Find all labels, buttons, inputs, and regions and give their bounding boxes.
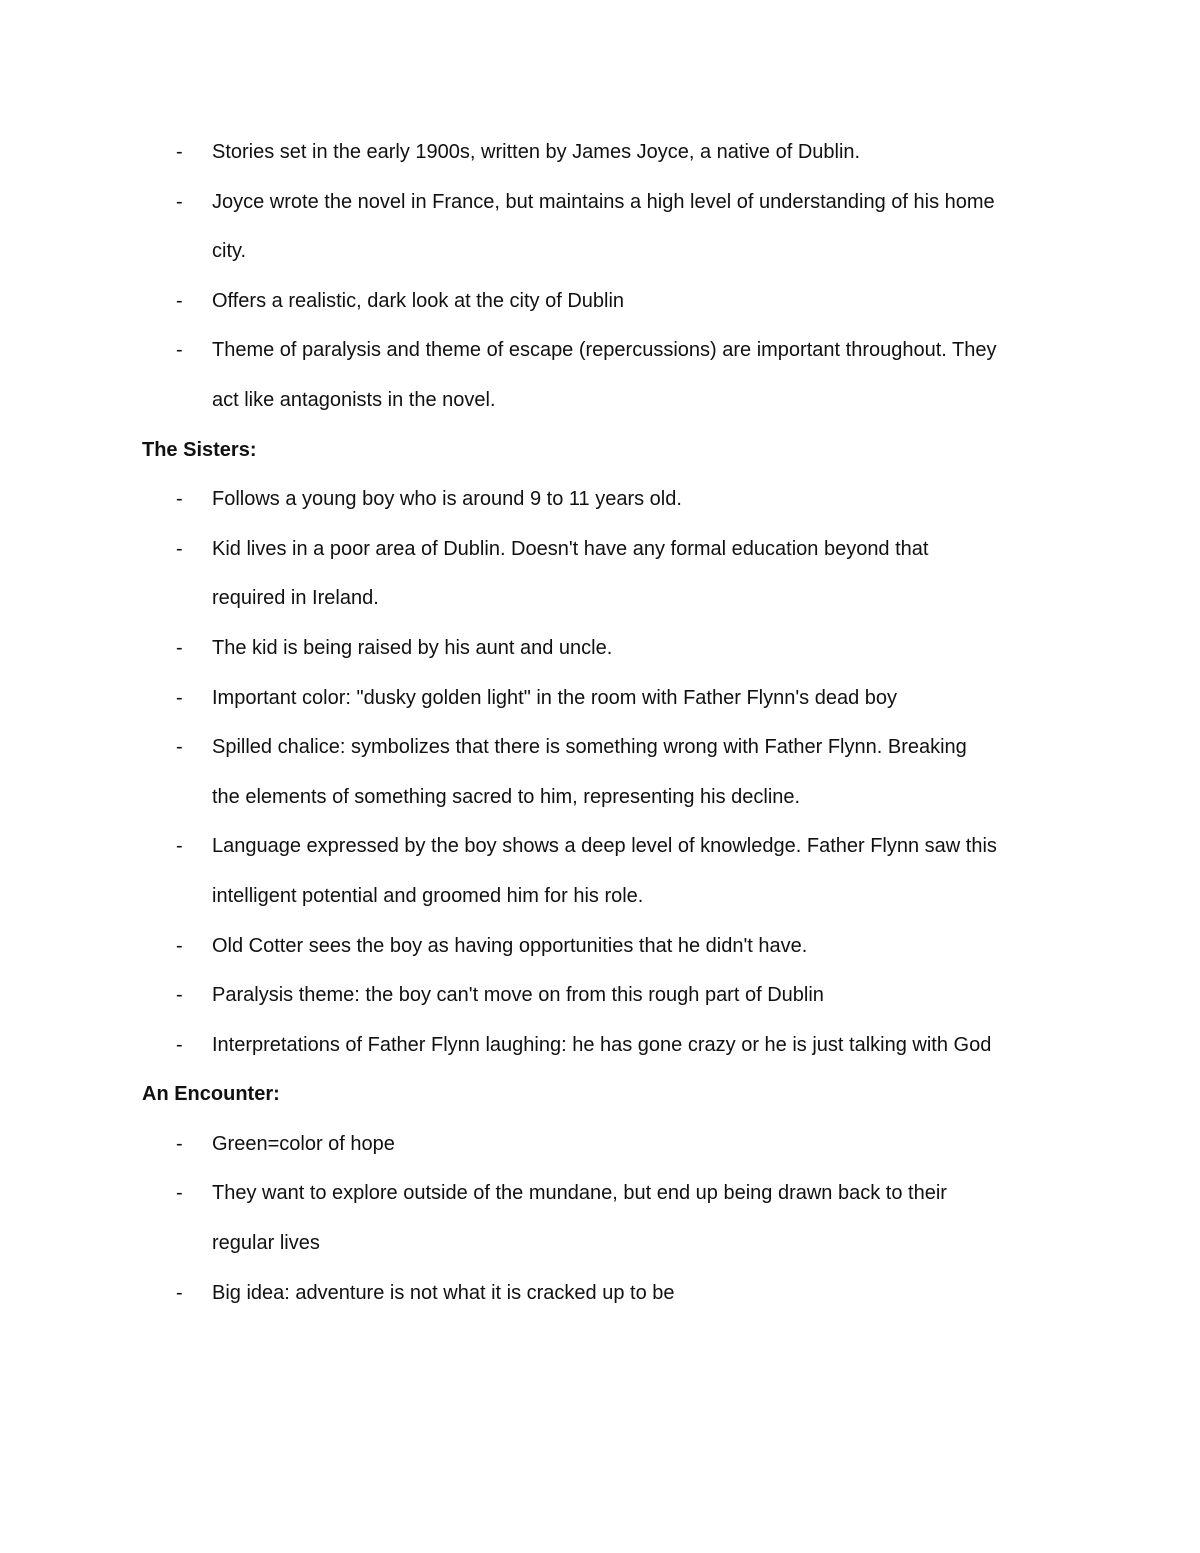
list-item xyxy=(142,1021,1072,1071)
list-item-text-continued: required in Ireland. xyxy=(212,587,379,610)
list-item-text-continued: intelligent potential and groomed him for his role. xyxy=(212,884,644,907)
list-item-text: Kid lives in a poor area of Dublin. Doesn't have any formal education beyond that xyxy=(212,537,929,560)
list-item xyxy=(142,674,1072,724)
bullet-dash: - xyxy=(176,835,183,858)
list-item xyxy=(142,922,1072,972)
list-item xyxy=(142,624,1072,674)
list-item-text: Follows a young boy who is around 9 to 11 years old. xyxy=(212,488,682,511)
bullet-dash: - xyxy=(176,686,183,709)
list-item-text-continued: city. xyxy=(212,240,247,263)
list-item xyxy=(142,723,1072,822)
list-item-text: Offers a realistic, dark look at the city of Dublin xyxy=(212,289,625,312)
bullet-dash: - xyxy=(176,488,183,511)
bullet-dash: - xyxy=(176,339,183,362)
bullet-dash: - xyxy=(176,636,183,659)
list-item xyxy=(142,1269,1072,1319)
section-heading-the-sisters: The Sisters: xyxy=(142,438,257,461)
list-item-text: Stories set in the early 1900s, written by James Joyce, a native of Dublin. xyxy=(212,141,861,163)
bullet-dash: - xyxy=(176,736,183,759)
list-item xyxy=(142,128,1072,178)
list-item xyxy=(142,1169,1072,1268)
intro-list xyxy=(142,128,1072,426)
list-item-text: Interpretations of Father Flynn laughing: he has gone crazy or he is just talking with God xyxy=(212,1033,992,1056)
list-item-text: Theme of paralysis and theme of escape (repercussions) are important throughout. They xyxy=(212,339,997,362)
list-item-text: The kid is being raised by his aunt and uncle. xyxy=(212,636,613,659)
list-item-text: Paralysis theme: the boy can't move on from this rough part of Dublin xyxy=(212,984,824,1007)
bullet-dash: - xyxy=(176,141,183,163)
list-item-text-continued: regular lives xyxy=(212,1232,320,1255)
document-body xyxy=(142,128,1072,1318)
list-item-text: Big idea: adventure is not what it is cracked up to be xyxy=(212,1281,675,1304)
sisters-list xyxy=(142,475,1072,1070)
bullet-dash: - xyxy=(176,537,183,560)
list-item xyxy=(142,1120,1072,1170)
list-item xyxy=(142,971,1072,1021)
list-item xyxy=(142,822,1072,921)
list-item-text: Language expressed by the boy shows a deep level of knowledge. Father Flynn saw this xyxy=(212,835,997,858)
list-item xyxy=(142,277,1072,327)
encounter-list xyxy=(142,1120,1072,1318)
list-item xyxy=(142,178,1072,277)
bullet-dash: - xyxy=(176,1033,183,1056)
list-item-text-continued: act like antagonists in the novel. xyxy=(212,388,496,411)
bullet-dash: - xyxy=(176,1132,183,1155)
bullet-dash: - xyxy=(176,984,183,1007)
bullet-dash: - xyxy=(176,289,183,312)
list-item xyxy=(142,525,1072,624)
bullet-dash: - xyxy=(176,1182,183,1205)
bullet-dash: - xyxy=(176,190,183,213)
list-item-text: They want to explore outside of the mundane, but end up being drawn back to their xyxy=(212,1182,947,1205)
list-item-text: Old Cotter sees the boy as having opportunities that he didn't have. xyxy=(212,934,808,957)
list-item xyxy=(142,326,1072,425)
list-item-text-continued: the elements of something sacred to him, representing his decline. xyxy=(212,785,801,808)
bullet-dash: - xyxy=(176,1281,183,1304)
list-item xyxy=(142,475,1072,525)
list-item-text: Spilled chalice: symbolizes that there is something wrong with Father Flynn. Breaking xyxy=(212,736,967,759)
bullet-dash: - xyxy=(176,934,183,957)
list-item-text: Joyce wrote the novel in France, but maintains a high level of understanding of his home xyxy=(212,190,995,213)
list-item-text: Important color: "dusky golden light" in the room with Father Flynn's dead boy xyxy=(212,686,898,709)
list-item-text: Green=color of hope xyxy=(212,1132,395,1155)
section-heading-an-encounter: An Encounter: xyxy=(142,1083,280,1106)
